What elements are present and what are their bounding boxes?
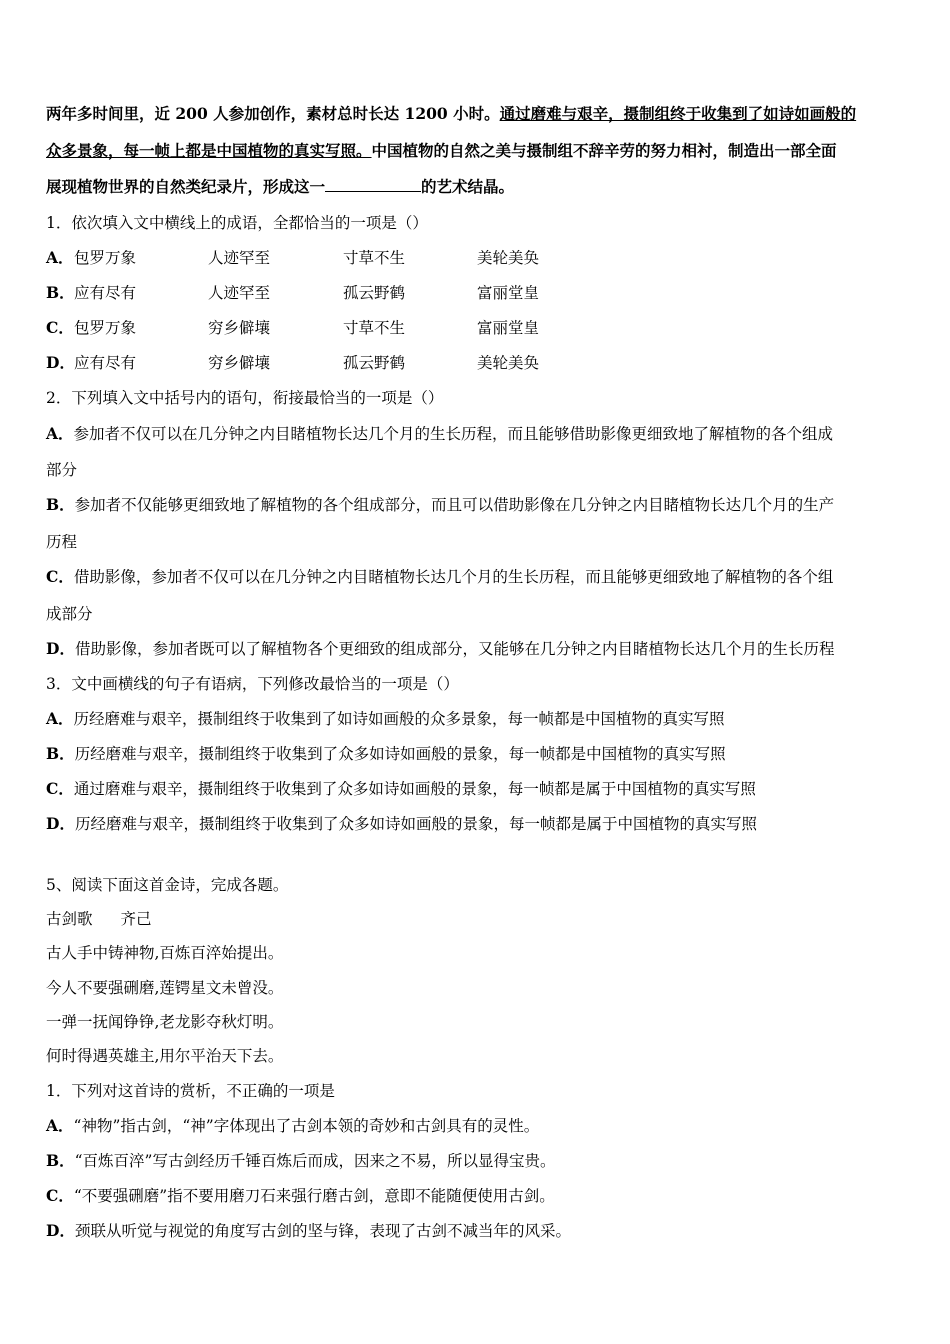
poem-line-text: 古人手中铸神物,百炼百淬始提出。 <box>46 944 284 962</box>
option-row <box>46 353 597 373</box>
question-stem <box>46 388 443 408</box>
option-text: “不要强硎磨”指不要用磨刀石来强行磨古剑，意即不能随便使用古剑。 <box>73 1187 555 1205</box>
option-item: 寸草不生 <box>343 249 406 267</box>
option-line <box>46 744 726 764</box>
poem-line <box>46 1012 283 1032</box>
fill-blank <box>325 177 421 192</box>
option-row <box>46 283 597 303</box>
option-line <box>46 1151 555 1171</box>
poem-line-text: 何时得遇英雄主,用尔平治天下去。 <box>46 1047 284 1065</box>
option-item: 应有尽有 <box>74 354 137 372</box>
option-text: 参加者不仅能够更细致地了解植物的各个组成部分，而且可以借助影像在几分钟之内目睹植物长达几个月的生产 <box>74 496 835 514</box>
option-line <box>46 604 93 624</box>
question-stem-text: 3．文中画横线的句子有语病，下列修改最恰当的一项是（） <box>46 675 459 693</box>
option-label: C． <box>46 1186 74 1205</box>
option-line <box>46 495 834 515</box>
option-item: 包罗万象 <box>74 249 137 267</box>
option-line <box>46 532 77 552</box>
option-line <box>46 460 77 480</box>
passage-text: 两年多时间里，近 200 人参加创作，素材总时长达 1200 小时。 <box>46 104 500 123</box>
question-stem-text: 1．下列对这首诗的赏析，不正确的一项是 <box>46 1082 335 1100</box>
option-label: A． <box>46 709 74 728</box>
option-line <box>46 567 833 587</box>
option-text: “百炼百淬”写古剑经历千锤百炼后而成，因来之不易，所以显得宝贵。 <box>74 1152 556 1170</box>
option-text: 通过磨难与艰辛，摄制组终于收集到了众多如诗如画般的景象，每一帧都是属于中国植物的真实写照 <box>73 780 756 798</box>
option-label: B． <box>46 744 75 763</box>
option-text: 历经磨难与艰辛，摄制组终于收集到了如诗如画般的众多景象，每一帧都是中国植物的真实写照 <box>73 710 725 728</box>
poem-author: 齐己 <box>120 910 152 928</box>
option-text: 借助影像，参加者不仅可以在几分钟之内目睹植物长达几个月的生长历程，而且能够更细致地了解植物的各个组 <box>73 568 834 586</box>
option-text: 部分 <box>46 461 78 479</box>
option-label: A． <box>46 424 74 443</box>
option-text: 参加者不仅可以在几分钟之内目睹植物长达几个月的生长历程，而且能够借助影像更细致地了解植物的各个组成 <box>73 425 834 443</box>
option-row <box>46 318 597 338</box>
option-text: 成部分 <box>46 605 93 623</box>
option-item: 穷乡僻壤 <box>208 319 271 337</box>
option-item: 寸草不生 <box>343 319 406 337</box>
option-item: 孤云野鹤 <box>343 284 406 302</box>
option-item: 包罗万象 <box>74 319 137 337</box>
question-stem <box>46 213 428 233</box>
option-label: A． <box>46 1116 74 1135</box>
option-label: D． <box>46 814 75 833</box>
option-item: 穷乡僻壤 <box>208 354 271 372</box>
underlined-sentence: 通过磨难与艰辛，摄制组终于收集到了如诗如画般的 <box>499 104 857 123</box>
option-item: 富丽堂皇 <box>477 284 540 302</box>
option-text: “神物”指古剑，“神”字体现出了古剑本领的奇妙和古剑具有的灵性。 <box>73 1117 540 1135</box>
option-label: C． <box>46 567 74 586</box>
option-item: 富丽堂皇 <box>477 319 540 337</box>
option-text: 颈联从听觉与视觉的角度写古剑的坚与锋，表现了古剑不减当年的风采。 <box>74 1222 571 1240</box>
question-stem-text: 2．下列填入文中括号内的语句，衔接最恰当的一项是（） <box>46 389 444 407</box>
option-label: B． <box>46 495 75 514</box>
question-stem-text: 1．依次填入文中横线上的成语，全都恰当的一项是（） <box>46 214 428 232</box>
option-label: A． <box>46 248 74 267</box>
option-line <box>46 1186 555 1206</box>
poem-line <box>46 1046 283 1066</box>
option-line <box>46 424 833 444</box>
passage-line <box>46 104 856 124</box>
option-label: B． <box>46 283 75 302</box>
option-line <box>46 1221 571 1241</box>
passage-text: 中国植物的自然之美与摄制组不辞辛劳的努力相衬，制造出一部全面 <box>371 141 837 160</box>
question-stem <box>46 1081 335 1101</box>
underlined-sentence: 众多景象，每一帧上都是中国植物的真实写照。 <box>46 141 372 160</box>
section-heading-text: 5、阅读下面这首金诗，完成各题。 <box>46 876 289 894</box>
option-item: 孤云野鹤 <box>343 354 406 372</box>
option-item: 人迹罕至 <box>208 284 271 302</box>
poem-line-text: 一弹一抚闻铮铮,老龙影夺秋灯明。 <box>46 1013 284 1031</box>
passage-text: 展现植物世界的自然类纪录片，形成这一 <box>46 177 326 196</box>
passage-text: 的艺术结晶。 <box>421 177 515 196</box>
option-label: C． <box>46 779 74 798</box>
option-label: C． <box>46 318 74 337</box>
option-text: 历经磨难与艰辛，摄制组终于收集到了众多如诗如画般的景象，每一帧都是中国植物的真实写照 <box>74 745 726 763</box>
option-text: 借助影像，参加者既可以了解植物各个更细致的组成部分，又能够在几分钟之内目睹植物长达几个月的生长历程 <box>74 640 835 658</box>
passage-line <box>46 141 837 161</box>
option-line <box>46 709 725 729</box>
option-line <box>46 814 757 834</box>
question-stem <box>46 674 459 694</box>
poem-line <box>46 978 283 998</box>
option-label: D． <box>46 353 75 372</box>
option-line <box>46 779 756 799</box>
option-label: B． <box>46 1151 75 1170</box>
option-label: D． <box>46 1221 75 1240</box>
section-heading <box>46 875 288 895</box>
poem-line <box>46 943 283 963</box>
option-line <box>46 639 834 659</box>
poem-line-text: 今人不要强硎磨,莲锷星文未曾没。 <box>46 979 284 997</box>
passage-line <box>46 177 514 197</box>
option-row <box>46 248 597 268</box>
option-line <box>46 1116 539 1136</box>
poem-title: 古剑歌 <box>46 910 93 928</box>
option-label: D． <box>46 639 75 658</box>
option-item: 应有尽有 <box>74 284 137 302</box>
option-text: 历程 <box>46 533 78 551</box>
poem-header <box>46 909 152 929</box>
option-text: 历经磨难与艰辛，摄制组终于收集到了众多如诗如画般的景象，每一帧都是属于中国植物的真实写照 <box>74 815 757 833</box>
option-item: 美轮美奂 <box>477 354 540 372</box>
option-item: 美轮美奂 <box>477 249 540 267</box>
option-item: 人迹罕至 <box>208 249 271 267</box>
